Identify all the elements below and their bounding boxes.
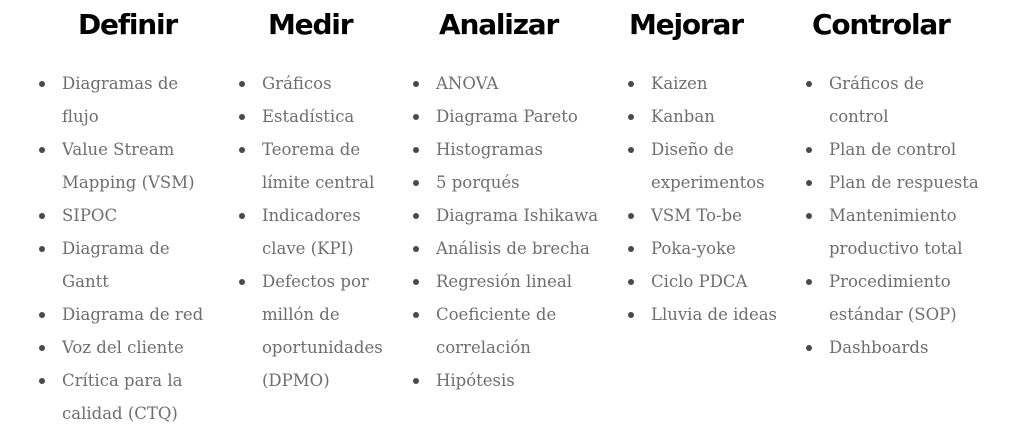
column-title: Mejorar (629, 8, 743, 41)
list-item: Diagrama de red (36, 298, 203, 331)
column-title: Medir (268, 8, 353, 41)
list-item: VSM To-be (625, 199, 777, 232)
list-item: Value Stream (36, 133, 203, 166)
list-item: SIPOC (36, 199, 203, 232)
list-item-continuation: calidad (CTQ) (62, 404, 178, 423)
list-item-continuation: correlación (436, 338, 531, 357)
list-item: Regresión lineal (410, 265, 598, 298)
item-list (410, 67, 598, 397)
list-item: Dashboards (803, 331, 979, 364)
list-item: Kaizen (625, 67, 777, 100)
list-item: Gráficos (236, 67, 383, 100)
list-item: Diseño de (625, 133, 777, 166)
list-item: Defectos por (236, 265, 383, 298)
list-item-continuation: (DPMO) (262, 371, 330, 390)
list-item: Gráficos de (803, 67, 979, 100)
list-item-continuation: flujo (62, 107, 99, 126)
list-item: Ciclo PDCA (625, 265, 777, 298)
list-item: Plan de control (803, 133, 979, 166)
list-item-continuation: control (829, 107, 889, 126)
list-item: ANOVA (410, 67, 598, 100)
list-item-continuation: productivo total (829, 239, 963, 258)
list-item-continuation: oportunidades (262, 338, 383, 357)
list-item: Procedimiento (803, 265, 979, 298)
list-item: Histogramas (410, 133, 598, 166)
list-item: Mantenimiento (803, 199, 979, 232)
list-item-continuation: millón de (262, 305, 340, 324)
list-item: Coeficiente de (410, 298, 598, 331)
list-item-continuation: límite central (262, 173, 375, 192)
list-item: Diagrama Pareto (410, 100, 598, 133)
column-title: Definir (78, 8, 177, 41)
list-item: Análisis de brecha (410, 232, 598, 265)
item-list (803, 67, 979, 364)
list-item: Lluvia de ideas (625, 298, 777, 331)
list-item-continuation: estándar (SOP) (829, 305, 957, 324)
list-item: Crítica para la (36, 364, 203, 397)
list-item: Estadística (236, 100, 383, 133)
list-item: Teorema de (236, 133, 383, 166)
list-item: Indicadores (236, 199, 383, 232)
list-item: Diagrama de (36, 232, 203, 265)
list-item-continuation: clave (KPI) (262, 239, 354, 258)
item-list (36, 67, 203, 430)
list-item-continuation: Mapping (VSM) (62, 173, 195, 192)
item-list (625, 67, 777, 331)
list-item-continuation: Gantt (62, 272, 109, 291)
column-title: Controlar (812, 8, 950, 41)
list-item: Poka-yoke (625, 232, 777, 265)
list-item: Kanban (625, 100, 777, 133)
list-item: Voz del cliente (36, 331, 203, 364)
list-item-continuation: experimentos (651, 173, 765, 192)
list-item: Hipótesis (410, 364, 598, 397)
list-item: Diagrama Ishikawa (410, 199, 598, 232)
column-title: Analizar (439, 8, 559, 41)
list-item: 5 porqués (410, 166, 598, 199)
list-item: Plan de respuesta (803, 166, 979, 199)
list-item: Diagramas de (36, 67, 203, 100)
item-list (236, 67, 383, 397)
